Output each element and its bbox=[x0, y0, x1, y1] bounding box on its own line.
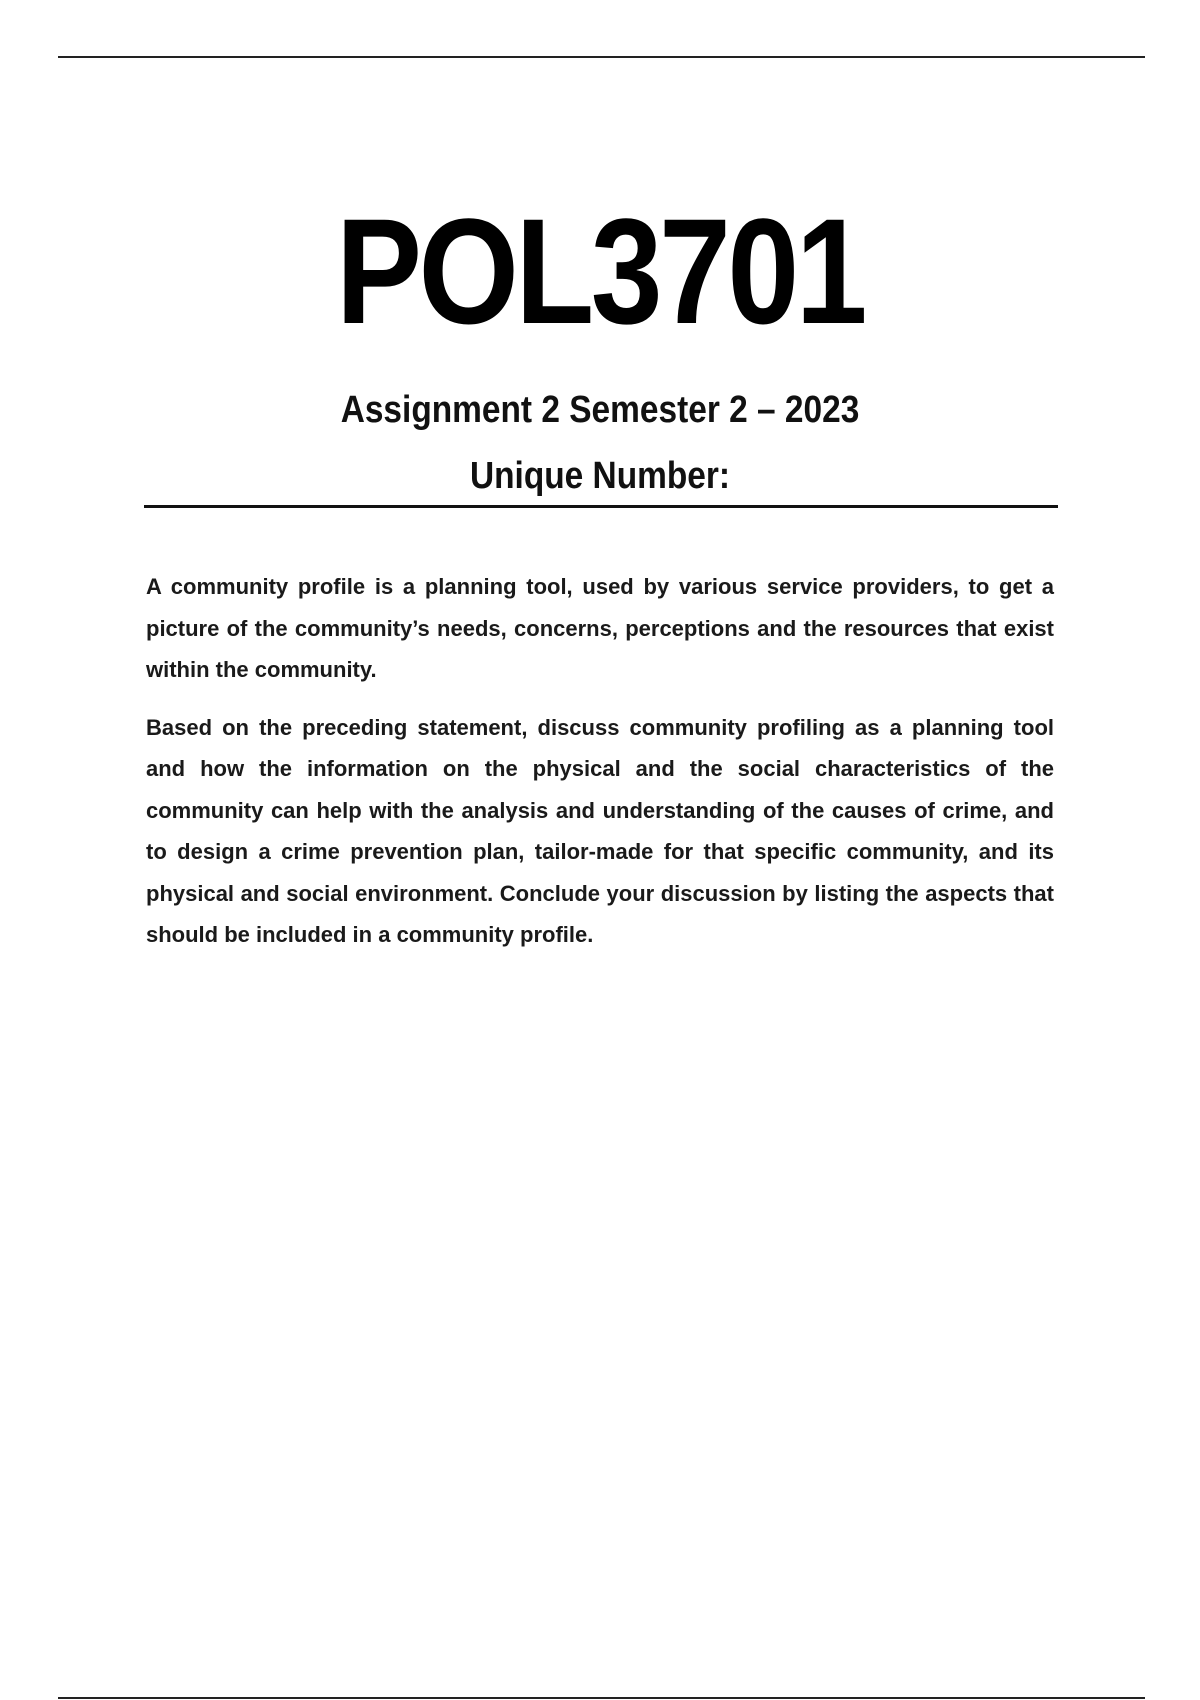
intro-paragraph: A community profile is a planning tool, used by various service providers, to get a picture of the community’s needs, concerns, perceptions and the resources that exist within the community. bbox=[146, 574, 1054, 682]
bottom-divider bbox=[58, 1697, 1145, 1699]
course-code-title: POL3701 bbox=[335, 187, 865, 355]
question-paragraph: Based on the preceding statement, discuss community profiling as a planning tool and how the information on the physical and the social characteristics of the community can help with the analysis and understanding of the causes of crime, and to design a crime prevention plan, tailor-made for that specific community, and its physical and social environment. Conclude your discussion by listing the aspects that should be included in a community profile. bbox=[146, 714, 1054, 947]
title-divider bbox=[144, 505, 1058, 508]
unique-number-label: Unique Number: bbox=[469, 455, 731, 497]
assignment-body bbox=[146, 566, 1054, 972]
top-divider bbox=[58, 56, 1145, 58]
assignment-title: Assignment 2 Semester 2 – 2023 bbox=[340, 389, 860, 431]
